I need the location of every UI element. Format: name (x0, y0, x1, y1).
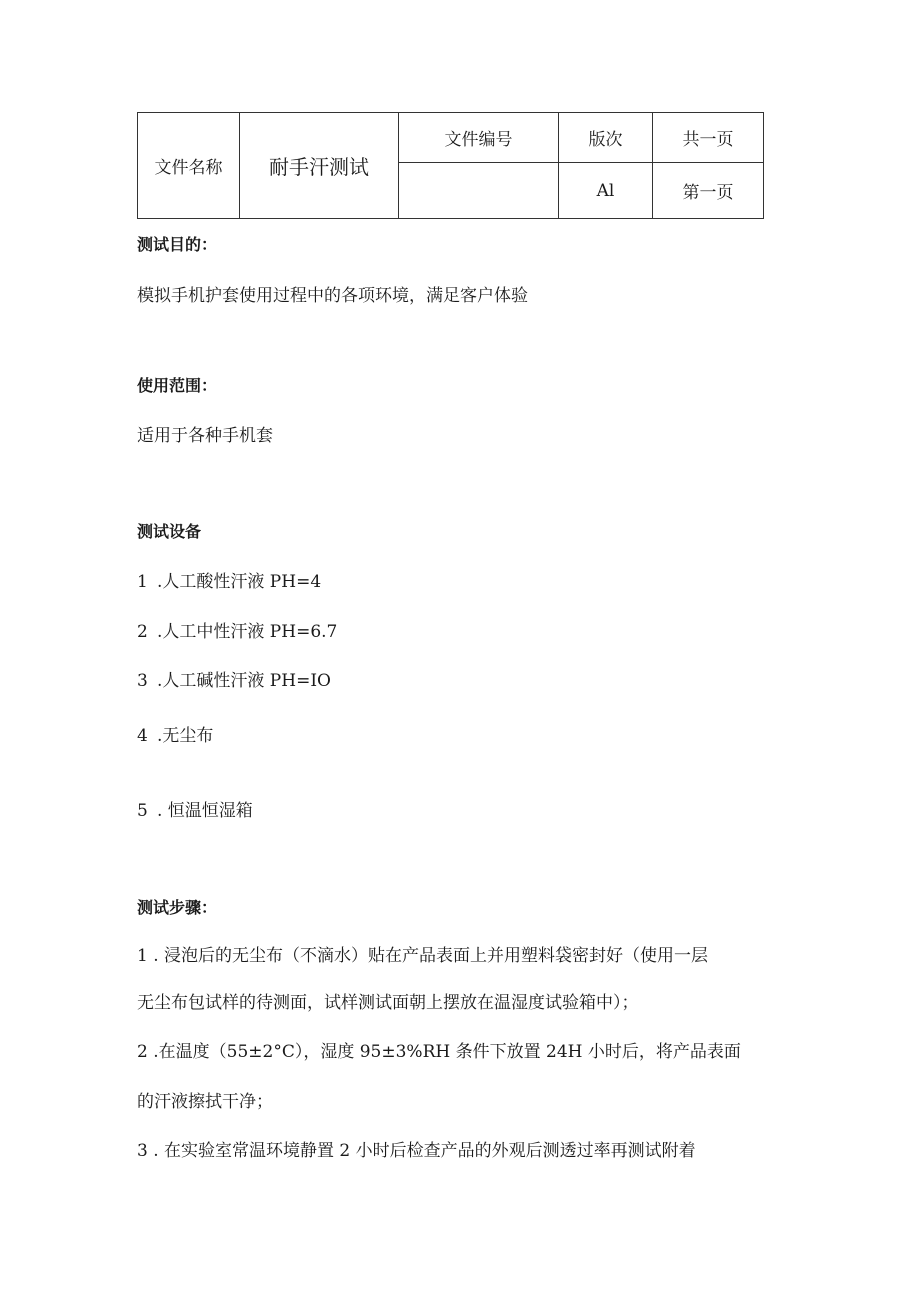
equipment-item (137, 673, 331, 690)
step-line: 2 .在温度（55±2°C），湿度 95±3%RH 条件下放置 24H 小时后，将产品表面 (137, 1042, 741, 1062)
doc-name-label: 文件名称 (138, 113, 240, 219)
doc-number-value (399, 163, 559, 219)
equipment-item (137, 624, 337, 641)
step-line: 无尘布包试样的待测面，试样测试面朝上摆放在温湿度试验箱中）； (137, 993, 639, 1013)
doc-number-label: 文件编号 (399, 113, 559, 163)
item-number: 2 (137, 622, 148, 642)
document-header-table (137, 112, 764, 219)
item-number: 1 (137, 572, 148, 592)
steps-heading: 测试步骤： (137, 898, 218, 917)
equipment-heading: 测试设备 (137, 522, 202, 541)
step-line: 1 . 浸泡后的无尘布（不滴水）贴在产品表面上并用塑料袋密封好（使用一层 (137, 946, 709, 966)
item-text: .人工酸性汗液 PH=4 (157, 572, 322, 592)
page-number: 第一页 (653, 163, 764, 219)
item-text: .人工碱性汗液 PH=IO (157, 671, 331, 691)
doc-title: 耐手汗测试 (240, 113, 399, 219)
item-text: .无尘布 (157, 726, 214, 746)
equipment-item (137, 728, 213, 745)
scope-text: 适用于各种手机套 (137, 426, 273, 446)
scope-heading: 使用范围： (137, 376, 218, 395)
item-number: 4 (137, 726, 148, 746)
item-text: .人工中性汗液 PH=6.7 (157, 622, 338, 642)
item-number: 3 (137, 671, 148, 691)
total-pages: 共一页 (653, 113, 764, 163)
equipment-item (137, 574, 321, 591)
step-line: 3 . 在实验室常温环境静置 2 小时后检查产品的外观后测透过率再测试附着 (137, 1141, 696, 1161)
item-number: 5 (137, 801, 148, 821)
step-line: 的汗液擦拭干净； (137, 1092, 273, 1112)
version-label: 版次 (559, 113, 653, 163)
item-text: . 恒温恒湿箱 (157, 801, 253, 821)
purpose-text: 模拟手机护套使用过程中的各项环境，满足客户体验 (137, 286, 528, 306)
equipment-item (137, 803, 253, 820)
version-value: Al (559, 163, 653, 219)
purpose-heading: 测试目的： (137, 235, 218, 254)
